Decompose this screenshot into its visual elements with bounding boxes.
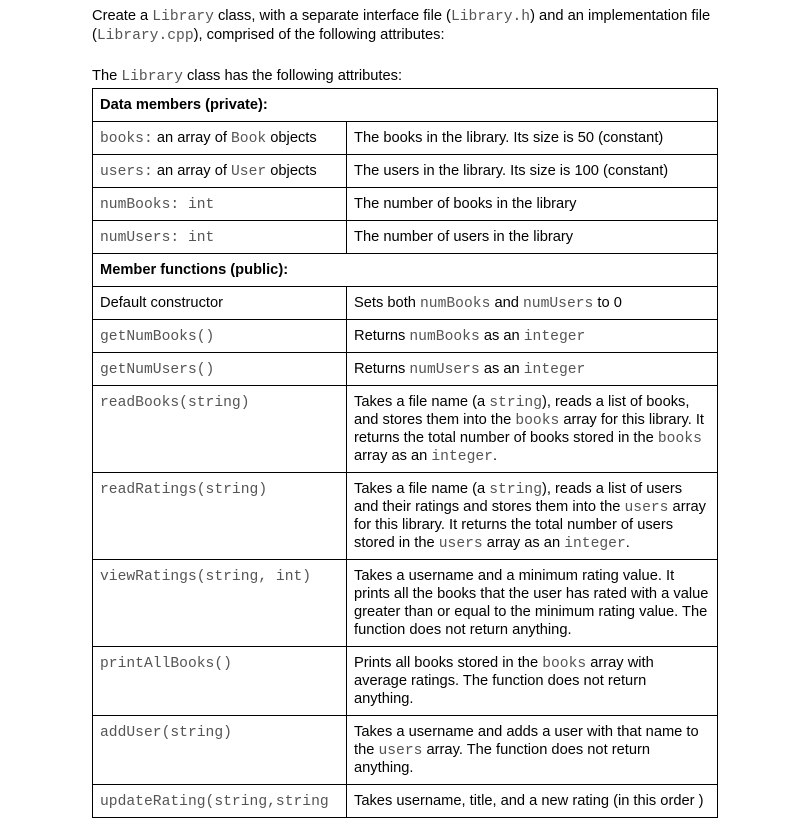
- text-span: ), comprised of the following attributes:: [193, 27, 445, 43]
- code-span: printAllBooks(): [100, 656, 232, 672]
- member-functions-heading: Member functions (public):: [100, 262, 289, 278]
- code-span: readBooks(string): [100, 395, 250, 411]
- code-span: users:: [100, 164, 153, 180]
- text-line: [354, 741, 710, 759]
- text-span: prints all the books that the user has rated with a value: [354, 586, 709, 602]
- text-line: [100, 480, 339, 498]
- description-cell: [347, 320, 718, 352]
- description-cell: [347, 473, 718, 559]
- code-span: numUsers: [522, 296, 594, 312]
- text-span: to 0: [593, 295, 622, 311]
- text-span: greater than or equal to the minimum rating value. The: [354, 604, 708, 620]
- member-function-row-viewratings: [93, 560, 718, 647]
- text-line: [100, 360, 339, 378]
- member-function-row-getnumusers: [93, 353, 718, 386]
- text-line: [100, 162, 339, 180]
- text-span: average ratings. The function does not return: [354, 673, 647, 689]
- text-line: [354, 792, 710, 810]
- text-span: The books in the library. Its size is 50 (constant): [354, 130, 664, 146]
- description-cell: [347, 287, 718, 319]
- text-line: [354, 447, 710, 465]
- code-span: numUsers: [409, 362, 480, 378]
- code-span: string: [489, 395, 543, 411]
- text-span: array as an: [482, 535, 565, 551]
- code-span: books: [542, 656, 587, 672]
- intro-paragraph: [92, 7, 718, 45]
- code-span: viewRatings(string, int): [100, 569, 312, 585]
- text-line: [354, 162, 710, 180]
- text-span: an array of: [152, 130, 231, 146]
- text-span: objects: [266, 130, 317, 146]
- text-line: [100, 654, 339, 672]
- code-span: integer: [564, 536, 626, 552]
- data-member-row-books: [93, 122, 718, 155]
- code-span: Library.h: [450, 9, 531, 25]
- code-span: getNumBooks(): [100, 329, 215, 345]
- text-line: [354, 567, 710, 585]
- code-span: getNumUsers(): [100, 362, 215, 378]
- text-span: returns the total number of books stored in the: [354, 430, 658, 446]
- text-line: [354, 429, 710, 447]
- text-span: stored in the: [354, 535, 439, 551]
- member-cell: [93, 221, 347, 253]
- text-line: [354, 393, 710, 411]
- text-span: Takes username, title, and a new rating (in this order ): [354, 793, 704, 809]
- text-span: Default constructor: [100, 295, 224, 311]
- text-span: array for this library. It: [559, 412, 704, 428]
- text-span: objects: [266, 163, 317, 179]
- data-member-row-numbooks: [93, 188, 718, 221]
- description-cell: [347, 353, 718, 385]
- text-span: array: [668, 499, 706, 515]
- text-line: [354, 690, 710, 708]
- text-line: [354, 294, 710, 312]
- text-line: [354, 534, 710, 552]
- member-cell: [93, 155, 347, 187]
- description-cell: [347, 155, 718, 187]
- code-span: Library: [121, 69, 183, 85]
- text-span: class, with a separate interface file (: [213, 8, 451, 24]
- text-line: [100, 723, 339, 741]
- text-line: [92, 26, 718, 45]
- text-span: array. The function does not return: [422, 742, 651, 758]
- data-members-heading: Data members (private):: [100, 97, 268, 113]
- member-cell: [93, 122, 347, 154]
- description-cell: [347, 188, 718, 220]
- text-span: Returns: [354, 328, 410, 344]
- text-line: [354, 411, 710, 429]
- member-functions-section-row: [93, 254, 718, 287]
- code-span: numUsers: int: [100, 230, 215, 246]
- code-span: User: [231, 164, 267, 180]
- text-line: [100, 792, 339, 810]
- code-span: updateRating(string,string: [100, 794, 329, 810]
- text-span: ), reads a list of books,: [542, 394, 690, 410]
- member-function-row-printallbooks: [93, 647, 718, 716]
- member-cell: [93, 386, 347, 472]
- description-cell: [347, 221, 718, 253]
- code-span: integer: [523, 329, 586, 345]
- text-span: Takes a username and adds a user with that name to: [354, 724, 699, 740]
- description-cell: [347, 386, 718, 472]
- data-member-row-numusers: [93, 221, 718, 254]
- text-span: .: [625, 535, 630, 551]
- text-line: [100, 129, 339, 147]
- text-line: [354, 129, 710, 147]
- text-span: Prints all books stored in the: [354, 655, 543, 671]
- text-span: The number of users in the library: [354, 229, 574, 245]
- code-span: users: [438, 536, 483, 552]
- text-line: [100, 567, 339, 585]
- member-function-row-adduser: [93, 716, 718, 785]
- code-span: Book: [231, 131, 267, 147]
- text-line: [100, 195, 339, 213]
- data-members-heading-cell: [93, 89, 718, 121]
- code-span: addUser(string): [100, 725, 232, 741]
- text-line: [354, 759, 710, 777]
- text-span: as an: [479, 328, 524, 344]
- code-span: numBooks: [420, 296, 491, 312]
- text-line: [354, 228, 710, 246]
- member-cell: [93, 473, 347, 559]
- code-span: books: [657, 431, 702, 447]
- code-span: integer: [523, 362, 586, 378]
- text-span: array as an: [354, 448, 432, 464]
- text-line: [354, 585, 710, 603]
- text-line: [354, 621, 710, 639]
- code-span: books: [515, 413, 560, 429]
- text-span: Sets both: [354, 295, 420, 311]
- text-span: Returns: [354, 361, 410, 377]
- data-member-row-users: [93, 155, 718, 188]
- text-line: [354, 603, 710, 621]
- text-line: [92, 7, 718, 26]
- description-cell: [347, 647, 718, 715]
- text-line: [354, 498, 710, 516]
- member-function-row-updaterating: [93, 785, 718, 818]
- code-span: readRatings(string): [100, 482, 268, 498]
- member-function-row-default-constructor: [93, 287, 718, 320]
- member-cell: [93, 353, 347, 385]
- text-line: [354, 516, 710, 534]
- code-span: users: [624, 500, 669, 516]
- text-line: [100, 228, 339, 246]
- member-cell: [93, 647, 347, 715]
- text-span: and their ratings and stores them into the: [354, 499, 625, 515]
- text-span: ), reads a list of users: [542, 481, 683, 497]
- member-cell: [93, 560, 347, 646]
- text-span: ) and an implementation file: [530, 8, 711, 24]
- text-span: Takes a file name (a: [354, 481, 490, 497]
- text-span: (: [92, 27, 97, 43]
- text-span: an array of: [152, 163, 231, 179]
- text-line: [100, 327, 339, 345]
- table-caption: [92, 67, 718, 85]
- text-line: [100, 294, 339, 312]
- text-span: for this library. It returns the total number of users: [354, 517, 674, 533]
- member-cell: [93, 716, 347, 784]
- text-line: [354, 654, 710, 672]
- code-span: books:: [100, 131, 153, 147]
- text-span: Create a: [92, 8, 153, 24]
- code-span: Library: [152, 9, 214, 25]
- text-span: function does not return anything.: [354, 622, 572, 638]
- code-span: users: [378, 743, 423, 759]
- text-line: [354, 360, 710, 378]
- text-span: and: [490, 295, 523, 311]
- text-line: [354, 327, 710, 345]
- code-span: Library.cpp: [96, 28, 194, 44]
- text-span: The users in the library. Its size is 100 (constant): [354, 163, 669, 179]
- member-cell: [93, 320, 347, 352]
- text-span: the: [354, 742, 379, 758]
- member-cell: [93, 188, 347, 220]
- code-span: string: [489, 482, 543, 498]
- description-cell: [347, 785, 718, 817]
- member-cell: [93, 785, 347, 817]
- description-cell: [347, 122, 718, 154]
- member-function-row-getnumbooks: [93, 320, 718, 353]
- description-cell: [347, 716, 718, 784]
- text-line: [100, 393, 339, 411]
- text-line: [354, 480, 710, 498]
- member-cell: [93, 287, 347, 319]
- text-line: [354, 672, 710, 690]
- text-span: Takes a username and a minimum rating value. It: [354, 568, 675, 584]
- text-span: .: [492, 448, 498, 464]
- text-span: The number of books in the library: [354, 196, 577, 212]
- text-span: array with: [586, 655, 654, 671]
- text-span: Takes a file name (a: [354, 394, 490, 410]
- data-members-section-row: [93, 89, 718, 122]
- member-function-row-readratings: [93, 473, 718, 560]
- text-span: The: [92, 68, 122, 84]
- code-span: numBooks: [409, 329, 480, 345]
- library-attributes-table: [92, 88, 718, 818]
- member-function-row-readbooks: [93, 386, 718, 473]
- text-span: class has the following attributes:: [182, 68, 403, 84]
- text-line: [92, 67, 718, 85]
- text-line: [354, 723, 710, 741]
- text-span: as an: [479, 361, 524, 377]
- member-functions-heading-cell: [93, 254, 718, 286]
- code-span: numBooks: int: [100, 197, 215, 213]
- text-span: anything.: [354, 691, 414, 707]
- code-span: integer: [431, 449, 493, 465]
- description-cell: [347, 560, 718, 646]
- text-span: and stores them into the: [354, 412, 516, 428]
- text-span: anything.: [354, 760, 414, 776]
- text-line: [354, 195, 710, 213]
